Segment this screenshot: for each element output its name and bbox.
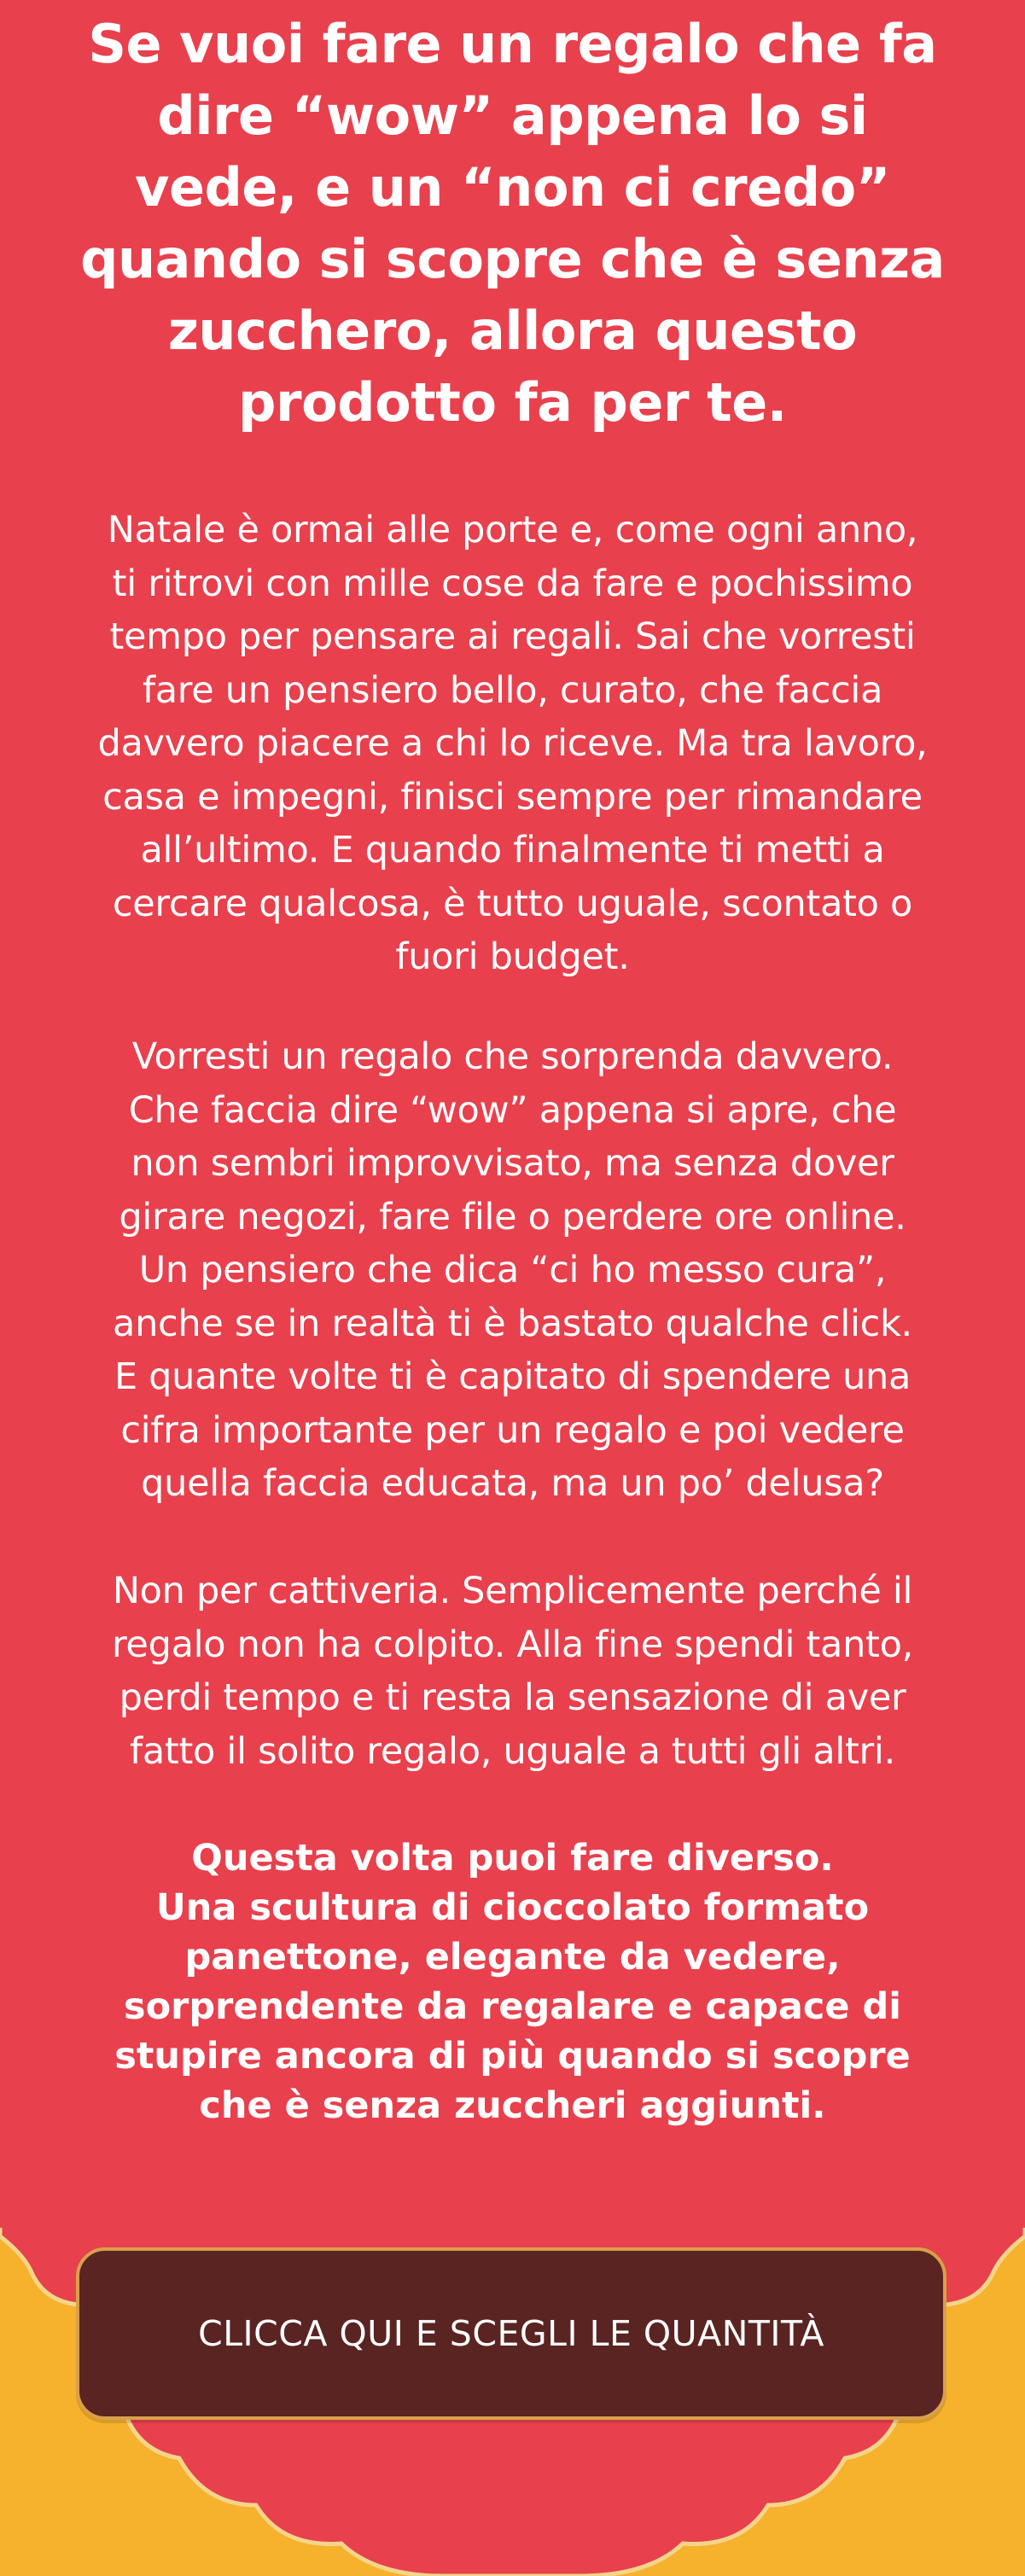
paragraph-line: fatto il solito regalo, uguale a tutti gli altri. xyxy=(130,1729,895,1773)
paragraph-line: davvero piacere a chi lo riceve. Ma tra lavoro, xyxy=(97,722,928,765)
highlight-line: sorprendente da regalare e capace di xyxy=(124,1985,901,2028)
paragraph-line: E quante volte ti è capitato di spendere una xyxy=(114,1355,911,1398)
highlight-line: Una scultura di cioccolato formato xyxy=(155,1886,870,1929)
paragraph-line: tempo per pensare ai regali. Sai che vorresti xyxy=(109,615,916,658)
paragraph-line: fare un pensiero bello, curato, che faccia xyxy=(142,668,883,712)
headline xyxy=(68,9,957,439)
headline-line: prodotto fa per te. xyxy=(238,371,787,434)
highlight-line: che è senza zuccheri aggiunti. xyxy=(199,2084,826,2127)
paragraph-line: anche se in realtà ti è bastato qualche click. xyxy=(113,1302,912,1345)
highlight-line: panettone, elegante da vedere, xyxy=(184,1936,841,1979)
headline-line: dire “wow” appena lo si xyxy=(157,85,868,147)
paragraph-problem xyxy=(68,1030,957,1511)
paragraph-line: perdi tempo e ti resta la sensazione di aver xyxy=(119,1676,906,1719)
paragraph-line: cercare qualcosa, è tutto uguale, scontato o xyxy=(112,882,913,925)
paragraph-line: fuori budget. xyxy=(395,935,630,978)
paragraph-line: quella faccia educata, ma un po’ delusa? xyxy=(141,1462,884,1505)
paragraph-intro xyxy=(68,504,957,984)
paragraph-line: regalo non ha colpito. Alla fine spendi tanto, xyxy=(111,1623,913,1666)
paragraph-line: Natale è ormai alle porte e, come ogni anno, xyxy=(107,509,918,551)
paragraph-line: all’ultimo. E quando finalmente ti metti a xyxy=(140,829,885,871)
paragraph-line: Vorresti un regalo che sorprenda davvero. xyxy=(131,1035,894,1078)
highlight-text xyxy=(68,1833,957,2130)
paragraph-line: ti ritrovi con mille cose da fare e pochissimo xyxy=(112,562,913,605)
headline-line: zucchero, allora questo xyxy=(167,300,858,362)
paragraph-consequence xyxy=(68,1565,957,1778)
paragraph-line: non sembri improvvisato, ma senza dover xyxy=(131,1142,894,1185)
headline-line: quando si scopre che è senza xyxy=(80,228,945,290)
headline-line: vede, e un “non ci credo” xyxy=(135,156,890,219)
choose-quantity-button[interactable] xyxy=(76,2247,946,2420)
highlight-line: Questa volta puoi fare diverso. xyxy=(191,1837,834,1880)
paragraph-line: Non per cattiveria. Semplicemente perché il xyxy=(112,1570,913,1612)
paragraph-line: Che faccia dire “wow” appena si apre, che xyxy=(128,1088,897,1132)
paragraph-line: Un pensiero che dica “ci ho messo cura”, xyxy=(138,1249,887,1291)
paragraph-line: casa e impegni, finisci sempre per rimandare xyxy=(102,775,923,819)
choose-quantity-button-label: CLICCA QUI E SCEGLI LE QUANTITÀ xyxy=(198,2313,824,2354)
paragraph-line: cifra importante per un regalo e poi vedere xyxy=(120,1408,905,1452)
highlight-line: stupire ancora di più quando si scopre xyxy=(114,2035,911,2078)
paragraph-line: girare negozi, fare file o perdere ore online. xyxy=(119,1195,906,1238)
headline-line: Se vuoi fare un regalo che fa xyxy=(88,13,937,75)
